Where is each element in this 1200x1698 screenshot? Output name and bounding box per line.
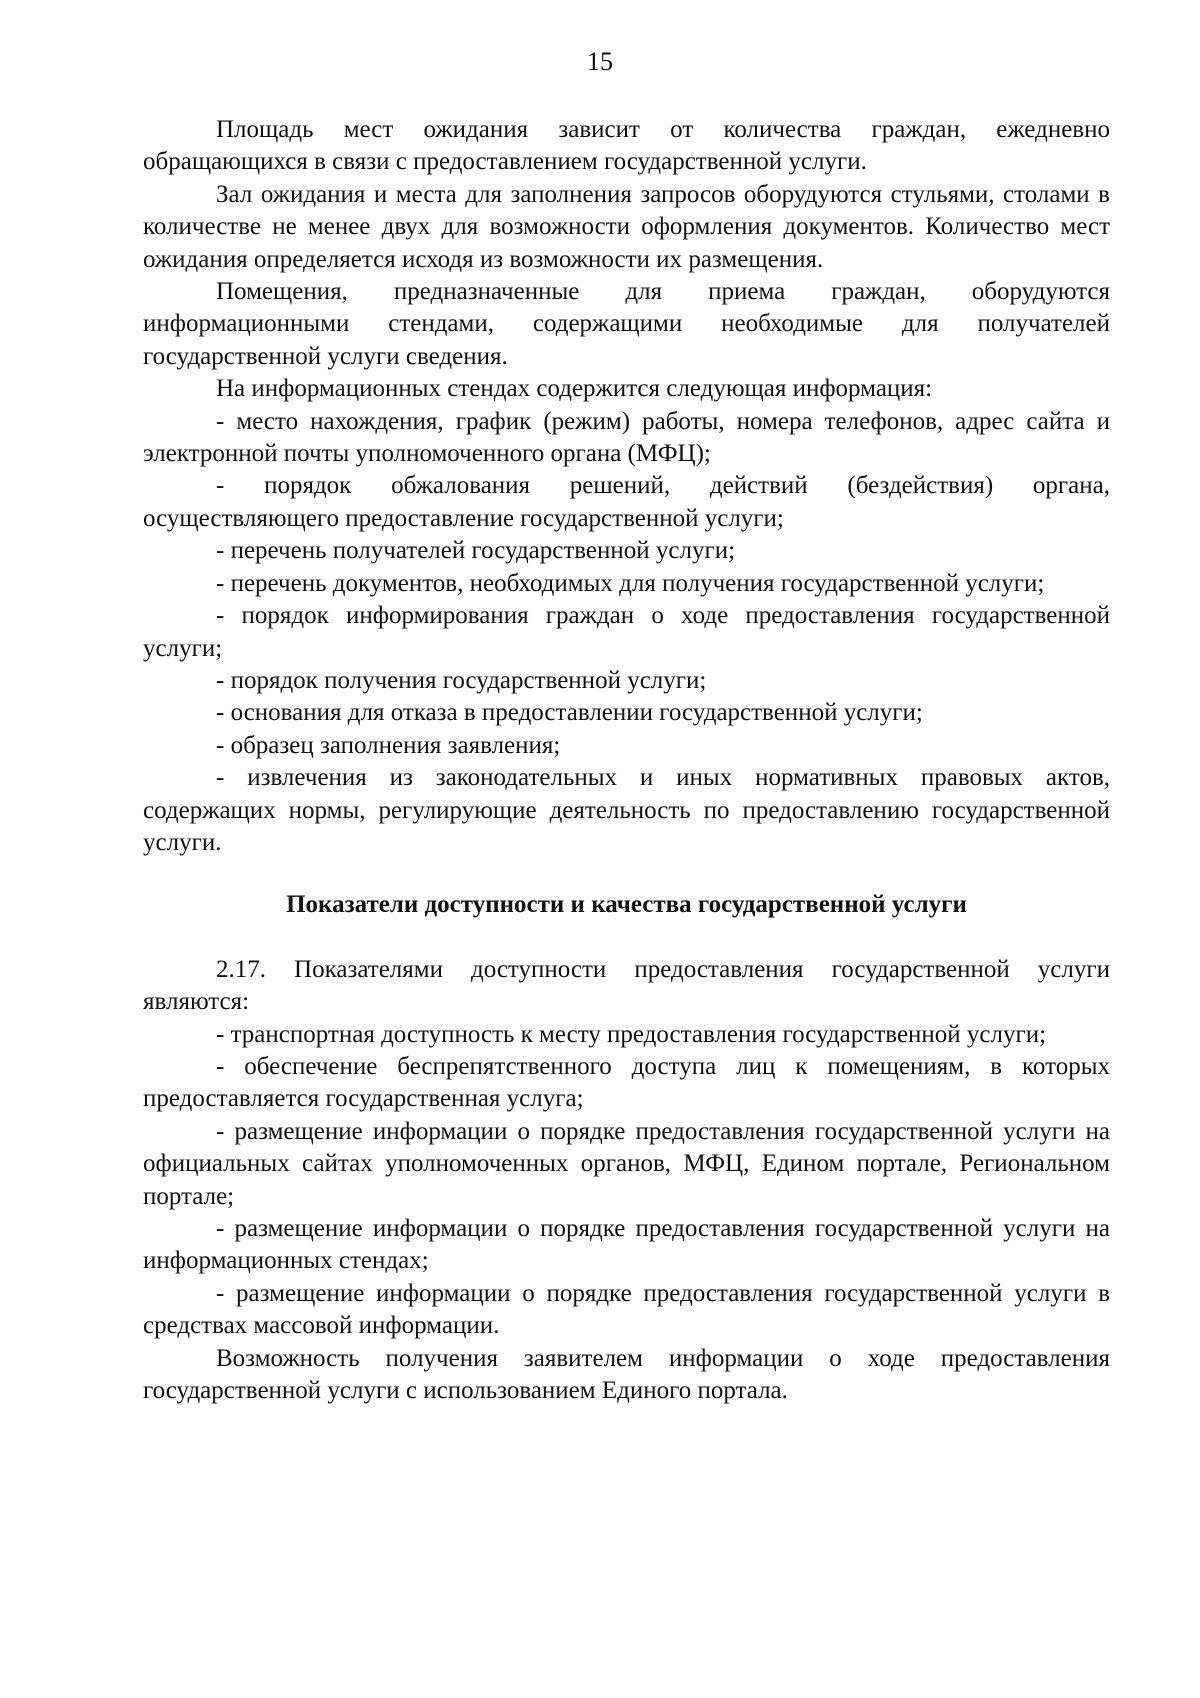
page-content <box>143 114 1110 1407</box>
list-item-info-websites: - размещение информации о порядке предоставления государственной услуги на официальных сайтах уполномоченных органов, МФЦ, Едином портале, Региональном портале; <box>143 1117 1110 1210</box>
section-heading: Показатели доступности и качества государственной услуги <box>286 891 967 919</box>
list-item-obtaining-procedure: - порядок получения государственной услуги; <box>216 666 707 694</box>
list-item-transport-access: - транспортная доступность к месту предоставления государственной услуги; <box>216 1020 1047 1048</box>
list-item-refusal-grounds: - основания для отказа в предоставлении государственной услуги; <box>216 699 923 727</box>
list-item-appeal-procedure: - порядок обжалования решений, действий (бездействия) органа, осуществляющего предоставление государственной услуги; <box>143 472 1110 532</box>
paragraph-waiting-area: Площадь мест ожидания зависит от количества граждан, ежедневно обращающихся в связи с предоставлением государственной услуги. <box>143 116 1110 176</box>
list-item-info-media: - размещение информации о порядке предоставления государственной услуги в средствах массовой информации. <box>143 1279 1110 1340</box>
list-item-legal-extracts: - извлечения из законодательных и иных нормативных правовых актов, содержащих нормы, регулирующие деятельность по предоставлению государственной услуги. <box>143 764 1110 856</box>
paragraph-premises-stands: Помещения, предназначенные для приема граждан, оборудуются информационными стендами, содержащими необходимые для получателей государственной услуги сведения. <box>143 278 1110 370</box>
spacer <box>143 922 1110 954</box>
list-item-application-sample: - образец заполнения заявления; <box>216 731 561 759</box>
list-item-location: - место нахождения, график (режим) работы, номера телефонов, адрес сайта и электронной почты уполномоченного органа (МФЦ); <box>143 407 1110 468</box>
page-number: 15 <box>587 47 613 76</box>
list-item-unobstructed-access: - обеспечение беспрепятственного доступа лиц к помещениям, в которых предоставляется государственная услуга; <box>143 1052 1110 1113</box>
spacer <box>143 859 1110 889</box>
paragraph-progress-info: Возможность получения заявителем информации о ходе предоставления государственной услуги с использованием Единого портала. <box>143 1344 1110 1405</box>
paragraph-2-17: 2.17. Показателями доступности предоставления государственной услуги являются: <box>143 955 1110 1016</box>
list-item-recipients: - перечень получателей государственной услуги; <box>216 537 736 565</box>
list-item-info-stands: - размещение информации о порядке предоставления государственной услуги на информационных стендах; <box>143 1215 1110 1275</box>
list-item-informing-procedure: - порядок информирования граждан о ходе предоставления государственной услуги; <box>143 602 1110 662</box>
list-item-documents: - перечень документов, необходимых для получения государственной услуги; <box>216 569 1045 597</box>
paragraph-waiting-hall: Зал ожидания и места для заполнения запросов оборудуются стульями, столами в количестве не менее двух для возможности оформления документов. Количество мест ожидания определяется исходя из возможности их размещения. <box>143 180 1110 273</box>
paragraph-stands-info-intro: На информационных стендах содержится следующая информация: <box>216 375 933 403</box>
